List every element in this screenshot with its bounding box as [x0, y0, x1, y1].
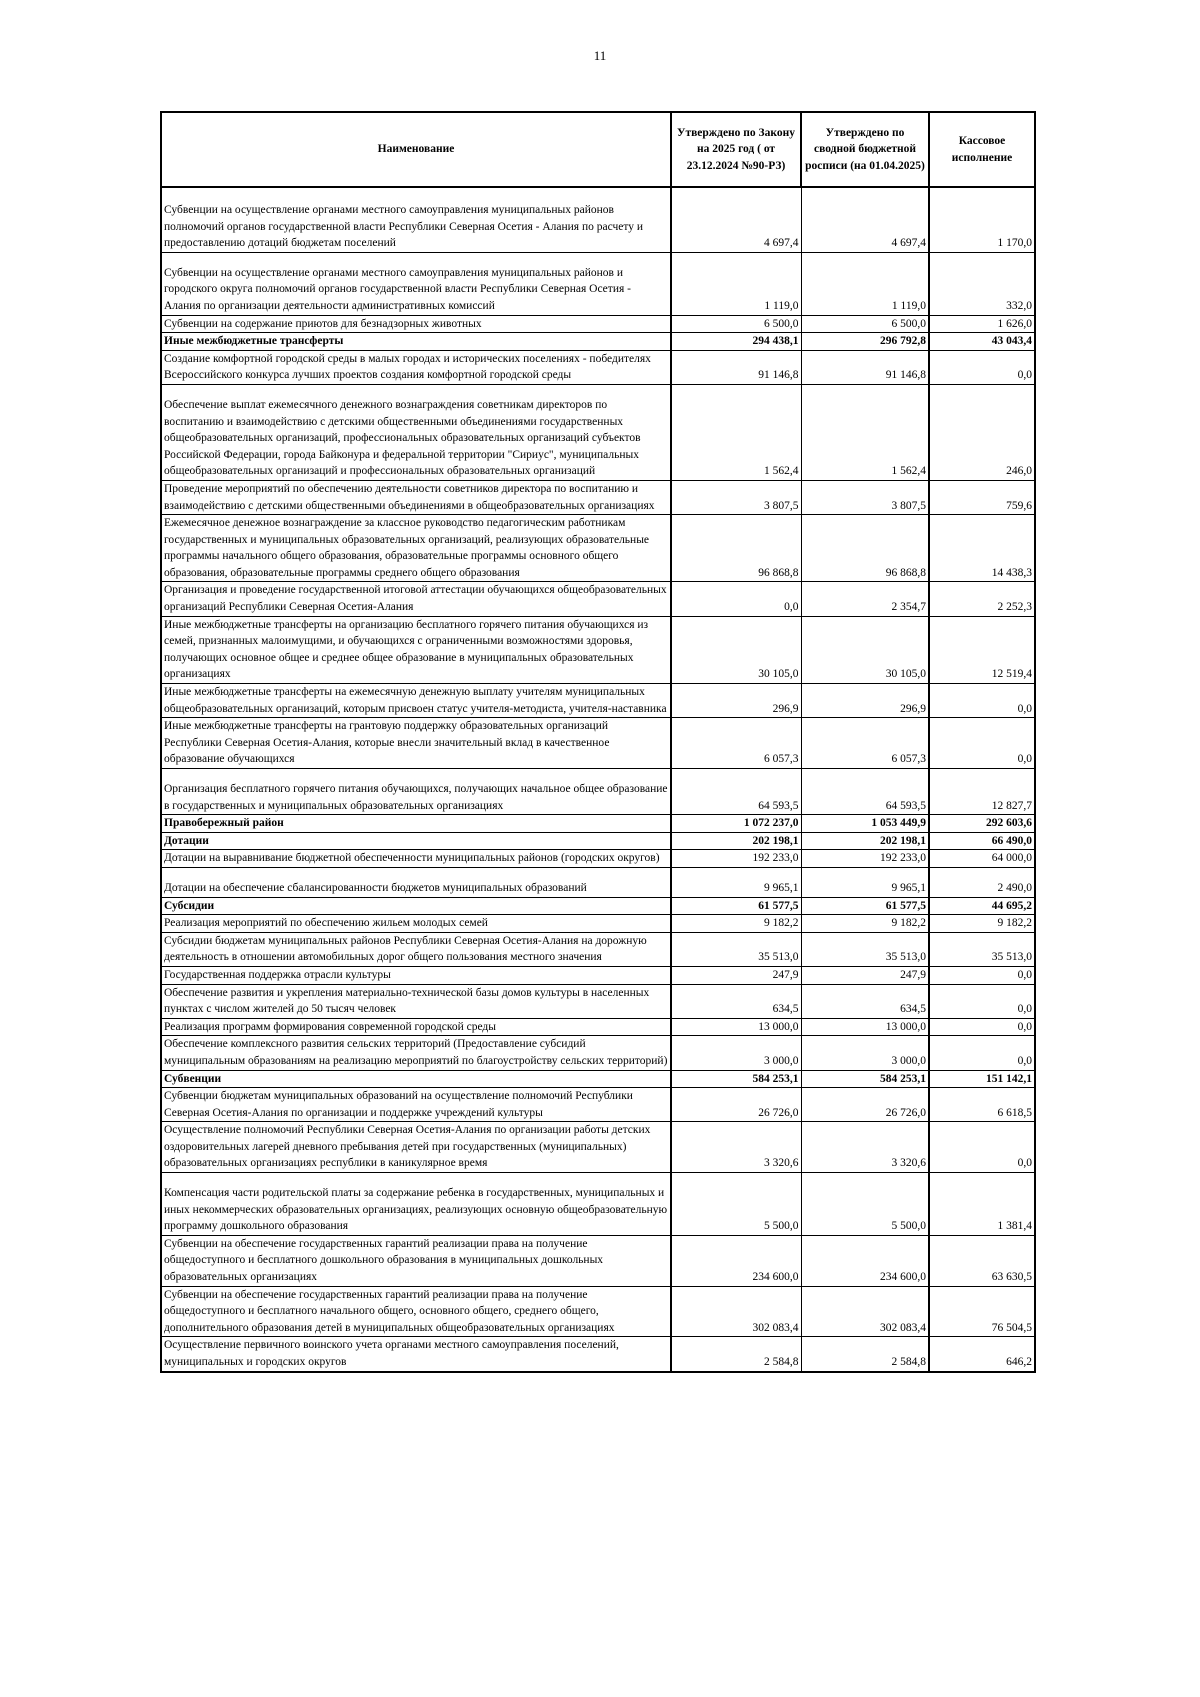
page-number: 11 — [593, 48, 607, 63]
table-row — [161, 769, 1035, 815]
row-name: Субвенции бюджетам муниципальных образований на осуществление полномочий Республики Северная Осетия-Алания по организации и поддержке учреждений культуры — [161, 1088, 671, 1122]
row-roster-value: 9 965,1 — [801, 867, 929, 897]
row-roster-value: 634,5 — [801, 984, 929, 1018]
row-roster-value: 192 233,0 — [801, 850, 929, 868]
row-cash-value: 292 603,6 — [929, 815, 1035, 833]
row-roster-value: 30 105,0 — [801, 616, 929, 683]
row-cash-value: 246,0 — [929, 384, 1035, 480]
row-law-value: 296,9 — [671, 684, 801, 718]
row-law-value: 91 146,8 — [671, 350, 801, 384]
row-cash-value: 759,6 — [929, 480, 1035, 514]
row-law-value: 1 562,4 — [671, 384, 801, 480]
header-roster: Утверждено по сводной бюджетной росписи (на 01.04.2025) — [801, 112, 929, 187]
row-cash-value: 0,0 — [929, 966, 1035, 984]
row-law-value: 3 807,5 — [671, 480, 801, 514]
row-name: Реализация мероприятий по обеспечению жильем молодых семей — [161, 915, 671, 933]
row-cash-value: 43 043,4 — [929, 333, 1035, 351]
table-row — [161, 966, 1035, 984]
row-roster-value: 9 182,2 — [801, 915, 929, 933]
row-roster-value: 2 354,7 — [801, 582, 929, 616]
row-cash-value: 1 170,0 — [929, 187, 1035, 252]
table-row — [161, 1088, 1035, 1122]
table-row — [161, 984, 1035, 1018]
table-row — [161, 515, 1035, 582]
row-law-value: 3 320,6 — [671, 1122, 801, 1173]
row-law-value: 9 965,1 — [671, 867, 801, 897]
table-row — [161, 1018, 1035, 1036]
table-row — [161, 932, 1035, 966]
row-cash-value: 9 182,2 — [929, 915, 1035, 933]
table-row — [161, 315, 1035, 333]
row-name: Правобережный район — [161, 815, 671, 833]
row-law-value: 5 500,0 — [671, 1173, 801, 1236]
table-row — [161, 867, 1035, 897]
header-row — [161, 112, 1035, 187]
row-cash-value: 1 626,0 — [929, 315, 1035, 333]
row-cash-value: 66 490,0 — [929, 832, 1035, 850]
row-name: Осуществление полномочий Республики Северная Осетия-Алания по организации работы детских оздоровительных лагерей дневного пребывания детей при государственных (муниципальных) образовательных организациях республики в каникулярное время — [161, 1122, 671, 1173]
row-cash-value: 44 695,2 — [929, 897, 1035, 915]
budget-table — [160, 111, 1036, 1373]
table-row — [161, 850, 1035, 868]
row-roster-value: 26 726,0 — [801, 1088, 929, 1122]
row-law-value: 6 057,3 — [671, 718, 801, 769]
row-cash-value: 76 504,5 — [929, 1286, 1035, 1337]
header-law: Утверждено по Законy на 2025 год ( от 23.12.2024 №90-РЗ) — [671, 112, 801, 187]
table-row — [161, 480, 1035, 514]
row-roster-value: 4 697,4 — [801, 187, 929, 252]
row-law-value: 4 697,4 — [671, 187, 801, 252]
row-roster-value: 1 053 449,9 — [801, 815, 929, 833]
row-roster-value: 1 119,0 — [801, 252, 929, 315]
row-name: Дотации на выравнивание бюджетной обеспеченности муниципальных районов (городских округов) — [161, 850, 671, 868]
row-law-value: 584 253,1 — [671, 1070, 801, 1088]
row-roster-value: 61 577,5 — [801, 897, 929, 915]
row-law-value: 202 198,1 — [671, 832, 801, 850]
row-cash-value: 1 381,4 — [929, 1173, 1035, 1236]
row-law-value: 247,9 — [671, 966, 801, 984]
table-row — [161, 815, 1035, 833]
row-roster-value: 5 500,0 — [801, 1173, 929, 1236]
row-law-value: 64 593,5 — [671, 769, 801, 815]
row-name: Субвенции на осуществление органами местного самоуправления муниципальных районов и городского округа полномочий органов государственной власти Республики Северная Осетия - Алания по организации деятельности административных комиссий — [161, 252, 671, 315]
table-row — [161, 333, 1035, 351]
row-name: Иные межбюджетные трансферты на организацию бесплатного горячего питания обучающихся из семей, признанных малоимущими, и обучающихся с ограниченными возможностями здоровья, получающих основное общее и среднее общее образование в муниципальных образовательных организациях — [161, 616, 671, 683]
row-name: Обеспечение развития и укрепления материально-технической базы домов культуры в населенных пунктах с числом жителей до 50 тысяч человек — [161, 984, 671, 1018]
row-cash-value: 35 513,0 — [929, 932, 1035, 966]
row-law-value: 2 584,8 — [671, 1337, 801, 1372]
row-cash-value: 0,0 — [929, 1036, 1035, 1070]
row-name: Субвенции на обеспечение государственных гарантий реализации права на получение общедоступного и бесплатного дошкольного образования в муниципальных дошкольных образовательных организациях — [161, 1235, 671, 1286]
table-row — [161, 1122, 1035, 1173]
row-name: Иные межбюджетные трансферты на грантовую поддержку образовательных организаций Республики Северная Осетия-Алания, которые внесли значительный вклад в качественное образование обучающихся — [161, 718, 671, 769]
row-name: Субвенции на содержание приютов для безнадзорных животных — [161, 315, 671, 333]
table-body — [161, 187, 1035, 1372]
row-cash-value: 151 142,1 — [929, 1070, 1035, 1088]
row-cash-value: 0,0 — [929, 718, 1035, 769]
row-law-value: 1 072 237,0 — [671, 815, 801, 833]
row-roster-value: 3 807,5 — [801, 480, 929, 514]
table-row — [161, 897, 1035, 915]
row-law-value: 192 233,0 — [671, 850, 801, 868]
row-roster-value: 6 057,3 — [801, 718, 929, 769]
row-name: Ежемесячное денежное вознаграждение за классное руководство педагогическим работникам государственных и муниципальных образовательных организаций, реализующих образовательные программы начального общего образования, образовательные программы основного общего образования, образовательные программы среднего общего образования — [161, 515, 671, 582]
row-cash-value: 63 630,5 — [929, 1235, 1035, 1286]
row-law-value: 35 513,0 — [671, 932, 801, 966]
row-law-value: 302 083,4 — [671, 1286, 801, 1337]
row-law-value: 96 868,8 — [671, 515, 801, 582]
row-roster-value: 35 513,0 — [801, 932, 929, 966]
row-cash-value: 2 252,3 — [929, 582, 1035, 616]
row-law-value: 234 600,0 — [671, 1235, 801, 1286]
table-row — [161, 1070, 1035, 1088]
row-name: Организация и проведение государственной итоговой аттестации обучающихся общеобразовательных организаций Республики Северная Осетия-Алания — [161, 582, 671, 616]
row-name: Субвенции на осуществление органами местного самоуправления муниципальных районов полномочий органов государственной власти Республики Северная Осетия - Алания по расчету и предоставлению дотаций бюджетам поселений — [161, 187, 671, 252]
table-row — [161, 1173, 1035, 1236]
row-roster-value: 3 320,6 — [801, 1122, 929, 1173]
table-row — [161, 915, 1035, 933]
row-roster-value: 64 593,5 — [801, 769, 929, 815]
row-roster-value: 3 000,0 — [801, 1036, 929, 1070]
header-cash: Кассовое исполнение — [929, 112, 1035, 187]
row-name: Компенсация части родительской платы за содержание ребенка в государственных, муниципальных и иных некоммерческих образовательных организациях, реализующих основную общеобразовательную программу дошкольного образования — [161, 1173, 671, 1236]
table-row — [161, 1286, 1035, 1337]
table-row — [161, 832, 1035, 850]
row-roster-value: 2 584,8 — [801, 1337, 929, 1372]
row-name: Субсидии — [161, 897, 671, 915]
row-law-value: 61 577,5 — [671, 897, 801, 915]
row-name: Дотации — [161, 832, 671, 850]
row-name: Реализация программ формирования современной городской среды — [161, 1018, 671, 1036]
row-cash-value: 0,0 — [929, 350, 1035, 384]
row-roster-value: 6 500,0 — [801, 315, 929, 333]
table-row — [161, 1337, 1035, 1372]
row-roster-value: 1 562,4 — [801, 384, 929, 480]
row-name: Дотации на обеспечение сбалансированности бюджетов муниципальных образований — [161, 867, 671, 897]
row-name: Организация бесплатного горячего питания обучающихся, получающих начальное общее образование в государственных и муниципальных образовательных организациях — [161, 769, 671, 815]
row-roster-value: 96 868,8 — [801, 515, 929, 582]
row-cash-value: 0,0 — [929, 684, 1035, 718]
row-roster-value: 91 146,8 — [801, 350, 929, 384]
row-law-value: 13 000,0 — [671, 1018, 801, 1036]
row-name: Субвенции на обеспечение государственных гарантий реализации права на получение общедоступного и бесплатного начального общего, основного общего, среднего общего, дополнительного образования детей в муниципальных общеобразовательных организациях — [161, 1286, 671, 1337]
row-law-value: 3 000,0 — [671, 1036, 801, 1070]
row-law-value: 294 438,1 — [671, 333, 801, 351]
row-cash-value: 0,0 — [929, 984, 1035, 1018]
row-roster-value: 584 253,1 — [801, 1070, 929, 1088]
row-roster-value: 234 600,0 — [801, 1235, 929, 1286]
header-name: Наименование — [161, 112, 671, 187]
row-cash-value: 6 618,5 — [929, 1088, 1035, 1122]
row-name: Субсидии бюджетам муниципальных районов Республики Северная Осетия-Алания на дорожную деятельность в отношении автомобильных дорог общего пользования местного значения — [161, 932, 671, 966]
table-row — [161, 252, 1035, 315]
row-law-value: 9 182,2 — [671, 915, 801, 933]
row-law-value: 1 119,0 — [671, 252, 801, 315]
row-law-value: 6 500,0 — [671, 315, 801, 333]
row-name: Иные межбюджетные трансферты — [161, 333, 671, 351]
row-law-value: 26 726,0 — [671, 1088, 801, 1122]
table-row — [161, 187, 1035, 252]
row-cash-value: 12 519,4 — [929, 616, 1035, 683]
table-row — [161, 350, 1035, 384]
row-law-value: 0,0 — [671, 582, 801, 616]
row-cash-value: 332,0 — [929, 252, 1035, 315]
row-roster-value: 296 792,8 — [801, 333, 929, 351]
table-row — [161, 1235, 1035, 1286]
row-roster-value: 13 000,0 — [801, 1018, 929, 1036]
row-cash-value: 64 000,0 — [929, 850, 1035, 868]
table-row — [161, 384, 1035, 480]
row-cash-value: 2 490,0 — [929, 867, 1035, 897]
row-cash-value: 0,0 — [929, 1018, 1035, 1036]
row-name: Осуществление первичного воинского учета органами местного самоуправления поселений, муниципальных и городских округов — [161, 1337, 671, 1372]
row-law-value: 634,5 — [671, 984, 801, 1018]
row-name: Обеспечение выплат ежемесячного денежного вознаграждения советникам директоров по воспитанию и взаимодействию с детскими общественными объединениями государственных общеобразовательных организаций, профессиональных образовательных организаций субъектов Российской Федерации, города Байконура и федеральной территории "Сириус", муниципальных общеобразовательных организаций и профессиональных образовательных организаций — [161, 384, 671, 480]
row-name: Обеспечение комплексного развития сельских территорий (Предоставление субсидий муниципальным образованиям на реализацию мероприятий по благоустройству сельских территорий) — [161, 1036, 671, 1070]
row-cash-value: 14 438,3 — [929, 515, 1035, 582]
row-cash-value: 0,0 — [929, 1122, 1035, 1173]
row-name: Субвенции — [161, 1070, 671, 1088]
table-row — [161, 582, 1035, 616]
row-name: Государственная поддержка отрасли культуры — [161, 966, 671, 984]
table-row — [161, 718, 1035, 769]
row-name: Создание комфортной городской среды в малых городах и исторических поселениях - победителях Всероссийского конкурса лучших проектов создания комфортной городской среды — [161, 350, 671, 384]
row-name: Иные межбюджетные трансферты на ежемесячную денежную выплату учителям муниципальных общеобразовательных организаций, которым присвоен статус учителя-методиста, учителя-наставника — [161, 684, 671, 718]
row-roster-value: 302 083,4 — [801, 1286, 929, 1337]
row-roster-value: 202 198,1 — [801, 832, 929, 850]
row-law-value: 30 105,0 — [671, 616, 801, 683]
table-row — [161, 1036, 1035, 1070]
table-row — [161, 616, 1035, 683]
row-roster-value: 247,9 — [801, 966, 929, 984]
row-cash-value: 646,2 — [929, 1337, 1035, 1372]
row-name: Проведение мероприятий по обеспечению деятельности советников директора по воспитанию и взаимодействию с детскими общественными объединениями в общеобразовательных организациях — [161, 480, 671, 514]
row-roster-value: 296,9 — [801, 684, 929, 718]
row-cash-value: 12 827,7 — [929, 769, 1035, 815]
table-row — [161, 684, 1035, 718]
